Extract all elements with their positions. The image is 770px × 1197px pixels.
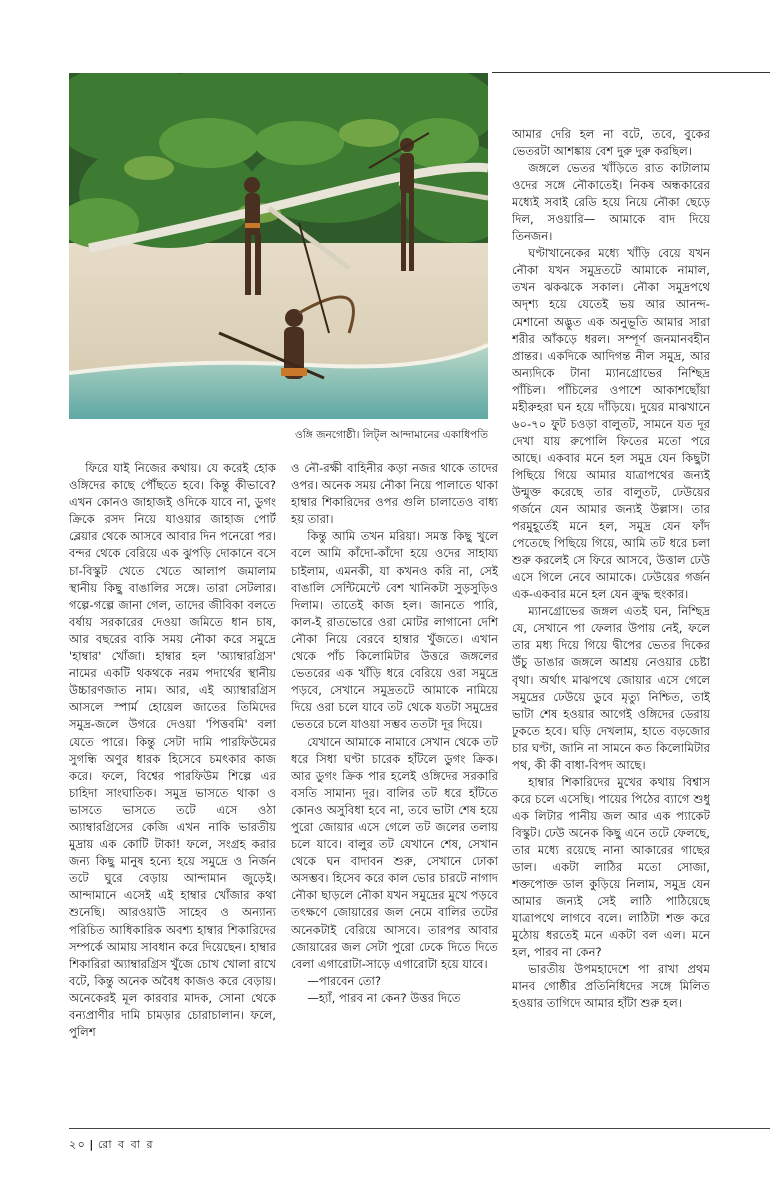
article-column-2 [291,460,498,1120]
paragraph: যেখানে আমাকে নামাবে সেখান থেকে তট ধরে সিধা ঘণ্টা চারেক হাঁটলে ডুগং ক্রিক। আর ডুগং ক্রিক পার হলেই ওঙ্গিদের সরকারি বসতি সামান্য দূর। বালির তট ধরে হাঁটতে কোনও অসুবিধা হবে না, তবে ভাটা শেষ হয়ে পুরো জোয়ার এসে গেলে তট জলের তলায় চলে যাবে। বালুর তট যেখানে শেষ, সেখান থেকে ঘন বাদাবন শুরু, সেখানে ঢোকা অসম্ভব। হিসেব করে কাল ভোর চারটে নাগাদ নৌকা ছাড়লে নৌকা যখন সমুদ্রের মুখে পড়বে তৎক্ষণে জোয়ারের জল নেমে বালির তটের অনেকটাই বেরিয়ে আসবে। তারপর আবার জোয়ারের জল সেটা পুরো ঢেকে দিতে দিতে বেলা এগারোটা-সাড়ে এগারোটা হয়ে যাবে। [291,734,498,971]
paragraph: জঙ্গলে ভেতর খাঁড়িতে রাত কাটালাম ওদের সঙ্গে নৌকাতেই। নিকষ অন্ধকারের মধ্যেই সবাই রেডি হয়ে নিয়ে নৌকা ছেড়ে দিল, সওয়ারি— আমাকে বাদ দিয়ে তিনজন। [512,161,710,244]
magazine-name: রো ব বা র [97,1138,155,1151]
top-rule [492,72,770,73]
onge-tribe-photo [69,73,488,419]
dialogue-line: —পারবেন তো? [307,973,382,988]
article-column-3 [512,126,710,1126]
paragraph: ও নৌ-রক্ষী বাহিনীর কড়া নজর থাকে তাদের ওপর। অনেক সময় নৌকা নিয়ে পালাতে থাকা হাম্বার শিকারিদের ওপর গুলি চালাতেও বাধ্য হয় তারা। [291,461,498,527]
photo-caption: ওঙ্গি জনগোষ্ঠী। লিট্‌ল আন্দামানের একাধিপতি [295,429,488,441]
paragraph: ঘণ্টাখানেকের মধ্যে খাঁড়ি বেয়ে যখন নৌকা যখন সমুদ্রতটে আমাকে নামাল, তখন ঝকঝকে সকাল। নৌকা সমুদ্রপথে অদৃশ্য হয়ে যেতেই ভয় আর আনন্দ-মেশানো অদ্ভুত এক অনুভূতি আমার সারা শরীর আঁকড়ে ধরল। সম্পূর্ণ জনমানবহীন প্রান্তর। একদিকে আদিগন্ত নীল সমুদ্র, আর অন্যদিকে টানা ম্যানগ্রোভের নিশ্ছিদ্র পাঁচিল। পাঁচিলের ওপাশে আকাশছোঁয়া মহীরুহরা ঘন হয়ে দাঁড়িয়ে। দুয়ের মাঝখানে ৬০-৭০ ফুট চওড়া বালুতট, সামনে যত দূর দেখা যায় রুপোলি ফিতের মতো পরে আছে। একবার মনে হল সমুদ্র যেন কিছুটা পিছিয়ে গিয়ে আমার যাত্রাপথের জন্যই উন্মুক্ত করেছে তার বালুতট, ঢেউয়ের গর্জনে যেন আমার জন্যই উল্লাস। তার পরমুহূর্তেই মনে হল, সমুদ্র যেন ফাঁদ পেতেছে পিছিয়ে গিয়ে, আমি তট ধরে চলা শুরু করলেই সে ফিরে আসবে, উত্তাল ঢেউ এসে গিলে নেবে আমাকে। ঢেউয়ের গর্জন এক-একবার মনে হল যেন ক্রুদ্ধ হুংকার। [512,246,710,602]
paragraph: ম্যানগ্রোভের জঙ্গল এতই ঘন, নিশ্ছিদ্র যে, সেখানে পা ফেলার উপায় নেই, ফলে তার মধ্য দিয়ে গিয়ে দ্বীপের ভেতর দিকের উঁচু ডাঙার জঙ্গলে আশ্রয় নেওয়ার চেষ্টা বৃথা। অর্থাৎ মাঝপথে জোয়ার এসে গেলে সমুদ্রের ঢেউয়ে ডুবে মৃত্যু নিশ্চিত, তাই ভাটা শেষ হওয়ার আগেই ওঙ্গিদের ডেরায় ঢুকতে হবে। ঘড়ি দেখলাম, হাতে বড়জোর চার ঘণ্টা, জানি না সামনে কত কিলোমিটার পথ, কী কী বাধা-বিপদ আছে। [512,604,710,772]
paragraph: ভারতীয় উপমহাদেশে পা রাখা প্রথম মানব গোষ্ঠীর প্রতিনিধিদের সঙ্গে মিলিত হওয়ার তাগিদে আমার হাঁটা শুরু হল। [512,962,710,1011]
dialogue-line: —হ্যাঁ, পারব না কেন? উত্তর দিতে [307,990,461,1005]
article-column-1 [69,460,276,1120]
page-number: ২০ [69,1138,87,1151]
paragraph: কিন্তু আমি তখন মরিয়া। সমস্ত কিছু খুলে বলে আমি কাঁদো-কাঁদো হয়ে ওদের সাহায্য চাইলাম, এমনকী, যা কখনও করি না, সেই বাঙালি সেন্টিমেন্টে বেশ খানিকটা সুড়সুড়িও দিলাম। তাতেই কাজ হল। জানতে পারি, কাল-ই রাতভোরে ওরা মোটর লাগানো দেশি নৌকা নিয়ে বেরবে হাম্বার খুঁজতে। এখান থেকে পাঁচ কিলোমিটার উত্তরে জঙ্গলের ভেতরের এক খাঁড়ি ধরে বেরিয়ে ওরা সমুদ্রে পড়বে, সেখানে সমুদ্রতটে আমাকে নামিয়ে দিয়ে ওরা চলে যাবে তট থেকে যতটা সমুদ্রের ভেতরে চলে যাওয়া সম্ভব ততটা দূর দিয়ে। [291,529,498,732]
paragraph: ফিরে যাই নিজের কথায়। যে করেই হোক ওঙ্গিদের কাছে পৌঁছতে হবে। কিন্তু কীভাবে? এখন কোনও জাহাজই ওদিকে যাবে না, ডুগং ক্রিকে রসদ নিয়ে যাওয়ার জাহাজ পোর্ট ব্লেয়ার থেকে আসবে আবার দিন পনেরো পর। বন্দর থেকে বেরিয়ে এক ঝুপড়ি দোকানে বসে চা-বিস্কুট খেতে খেতে আলাপ জমালাম স্থানীয় কিছু বাঙালির সঙ্গে। তারা সেটলার। গল্পে-গল্পে জানা গেল, তাদের জীবিকা বলতে বর্ষায় সরকারের দেওয়া জমিতে ধান চাষ, আর বছরের বাকি সময় নৌকা করে সমুদ্রে 'হাম্বার' খোঁজা। হাম্বার হল 'অ্যাম্বারগ্রিস' নামের একটি থকথকে নরম পদার্থের স্থানীয় উচ্চারণজাত নাম। আর, এই অ্যাম্বারগ্রিস আসলে স্পার্ম হোয়েল জাতের তিমিদের সমুদ্র-জলে উগরে দেওয়া 'পিত্তবমি' বলা যেতে পারে। কিন্তু সেটা দামি পারফিউমের সুগন্ধি অণুর ধারক হিসেবে চমৎকার কাজ করে। ফলে, বিশ্বের পারফিউম শিল্পে এর চাহিদা সাংঘাতিক। সমুদ্র ভাসতে থাকা ও ভাসতে ভাসতে তটে এসে ওঠা অ্যাম্বারগ্রিসের কেজি এখন নাকি ভারতীয় মুদ্রায় এক কোটি টাকা! ফলে, সংগ্রহ করার জন্য কিছু মানুষ হন্যে হয়ে সমুদ্রে ও নির্জন তটে ঘুরে বেড়ায় আন্দামান জুড়েই। আন্দামানে এসেই এই হাম্বার খোঁজার কথা শুনেছি। আরওয়াউ সাহেব ও অন্যান্য পরিচিত আধিকারিক অবশ্য হাম্বার শিকারিদের সম্পর্কে আমায় সাবধান করে দিয়েছেন। হাম্বার শিকারিরা অ্যাম্বারগ্রিস খুঁজে চোখ খোলা রাখে বটে, কিন্তু অনেক অবৈধ কাজও করে বেড়ায়। অনেকেরই মূল কারবার মাদক, সোনা থেকে বন্যপ্রাণীর দামি চামড়ার চোরাচালান। ফলে, পুলিশ [69,461,276,1040]
paragraph: আমার দেরি হল না বটে, তবে, বুকের ভেতরটা আশঙ্কায় বেশ দুরু দুরু করছিল। [512,127,710,159]
footer-rule [69,1128,770,1129]
page-folio [69,1136,154,1155]
paragraph: হাম্বার শিকারিদের মুখের কথায় বিশ্বাস করে চলে এসেছি। পায়ের পিঠের ব্যাগে শুধু এক লিটার পানীয় জল আর এক প্যাকেট বিস্কুট। ঢেউ অনেক কিছু এনে তটে ফেলছে, তার মধ্যে রয়েছে নানা আকারের গাছের ডাল। একটা লাঠির মতো সোজা, শক্তপোক্ত ডাল কুড়িয়ে নিলাম, সমুদ্র যেন আমার জন্যই সেই লাঠি পাঠিয়েছে যাত্রাপথে লাগবে বলে। লাঠিটা শক্ত করে মুঠোয় ধরতেই মনে একটা বল এল। মনে হল, পারব না কেন? [512,774,710,960]
folio-separator: | [89,1138,95,1151]
